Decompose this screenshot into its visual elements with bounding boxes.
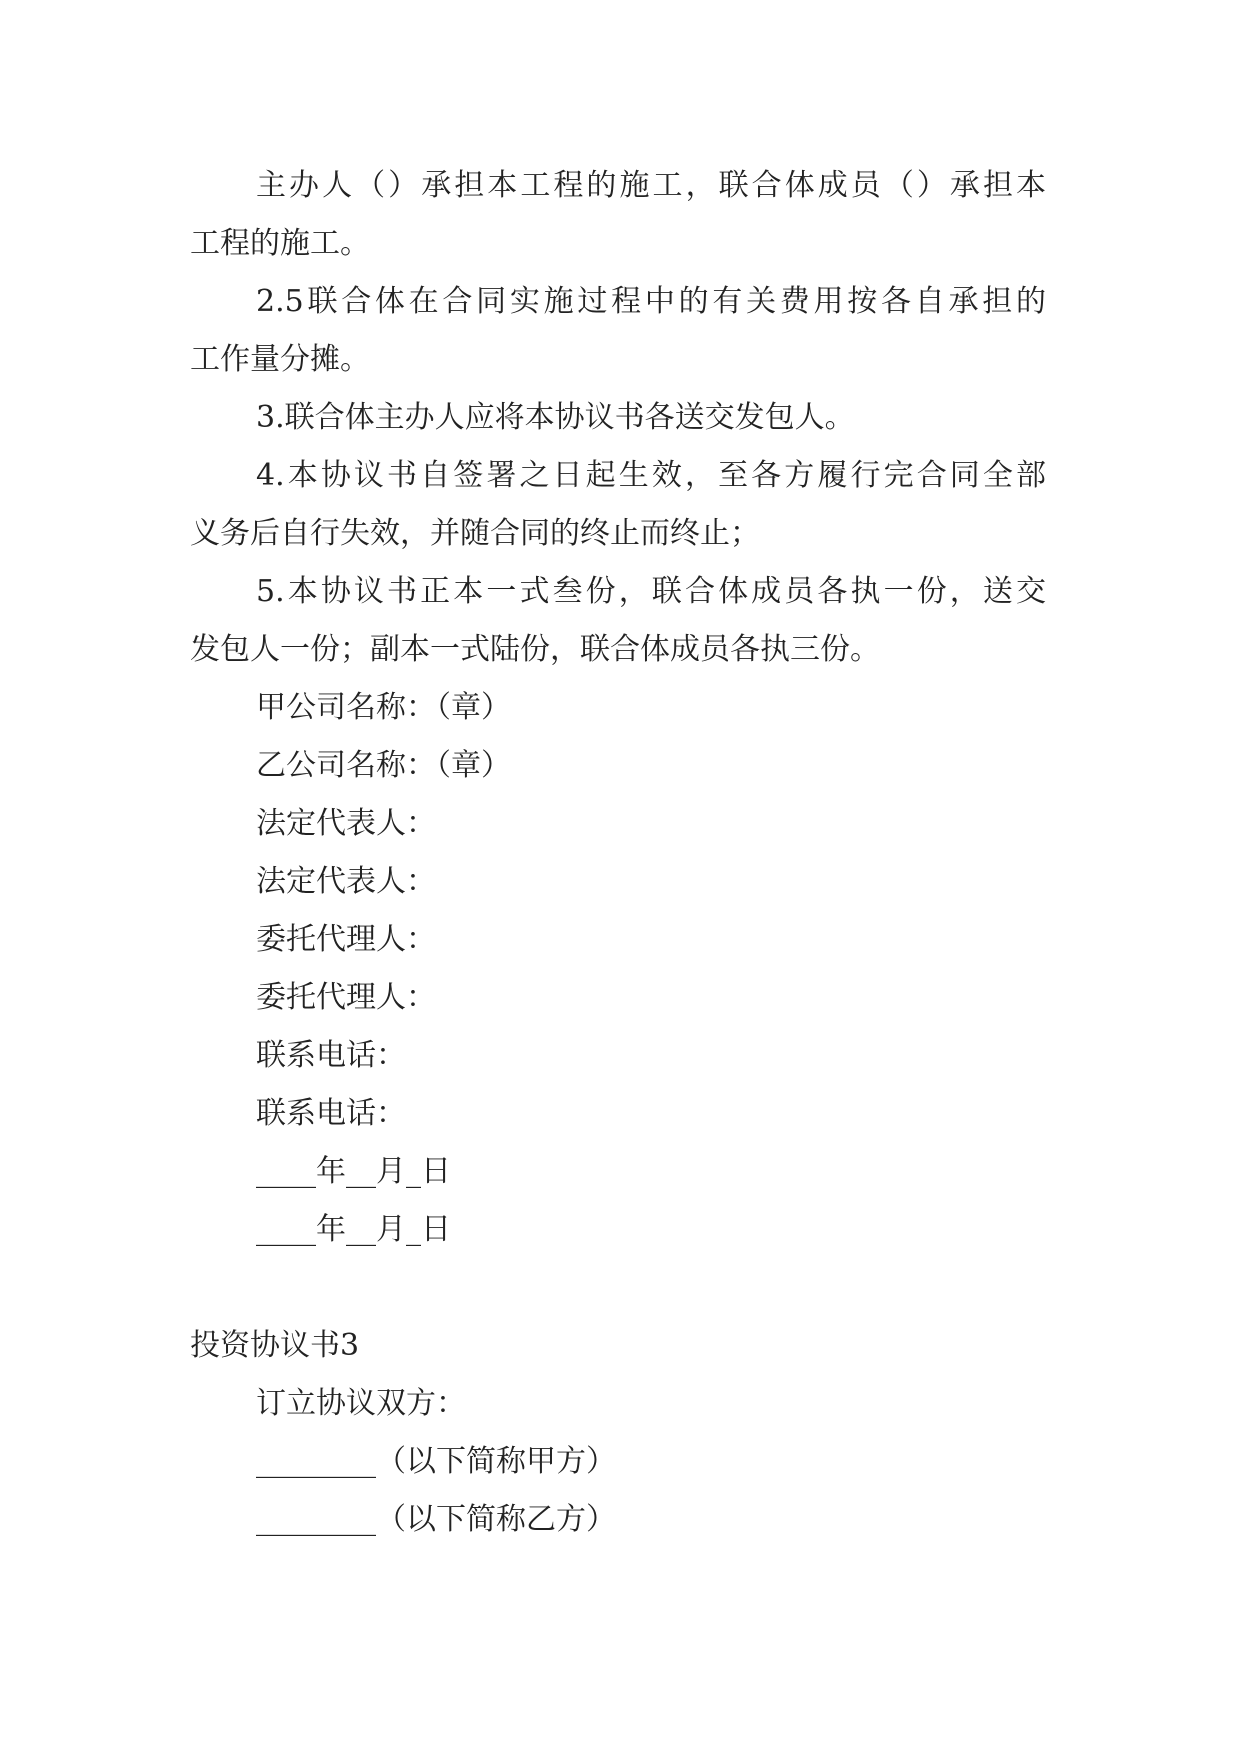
- party-a-name-line: 甲公司名称：（章）: [256, 690, 511, 725]
- paragraph-line: 工程的施工。: [190, 226, 370, 261]
- legal-representative-line: 法定代表人：: [256, 806, 436, 841]
- paragraph-line: 主办人（）承担本工程的施工，联合体成员（）承担本: [256, 168, 1046, 203]
- authorized-agent-line: 委托代理人：: [256, 922, 436, 957]
- contact-phone-line: 联系电话：: [256, 1096, 406, 1131]
- date-line: ____年__月_日: [256, 1212, 451, 1247]
- clause-4-line: 4.本协议书自签署之日起生效，至各方履行完合同全部: [256, 458, 1046, 493]
- clause-2-5-line: 2.5联合体在合同实施过程中的有关费用按各自承担的: [256, 284, 1046, 319]
- paragraph-line: 工作量分摊。: [190, 342, 370, 377]
- party-b-name-line: 乙公司名称：（章）: [256, 748, 511, 783]
- paragraph-line: 发包人一份；副本一式陆份，联合体成员各执三份。: [190, 632, 880, 667]
- clause-5-line: 5.本协议书正本一式叁份，联合体成员各执一份，送交: [256, 574, 1046, 609]
- party-b-line: ________（以下简称乙方）: [256, 1502, 616, 1537]
- authorized-agent-line: 委托代理人：: [256, 980, 436, 1015]
- date-line: ____年__月_日: [256, 1154, 451, 1189]
- party-a-line: ________（以下简称甲方）: [256, 1444, 616, 1479]
- contact-phone-line: 联系电话：: [256, 1038, 406, 1073]
- clause-3-line: 3.联合体主办人应将本协议书各送交发包人。: [256, 400, 855, 435]
- paragraph-line: 义务后自行失效，并随合同的终止而终止；: [190, 516, 760, 551]
- agreement-parties-label: 订立协议双方：: [256, 1386, 466, 1421]
- section-title: 投资协议书3: [190, 1328, 360, 1363]
- legal-representative-line: 法定代表人：: [256, 864, 436, 899]
